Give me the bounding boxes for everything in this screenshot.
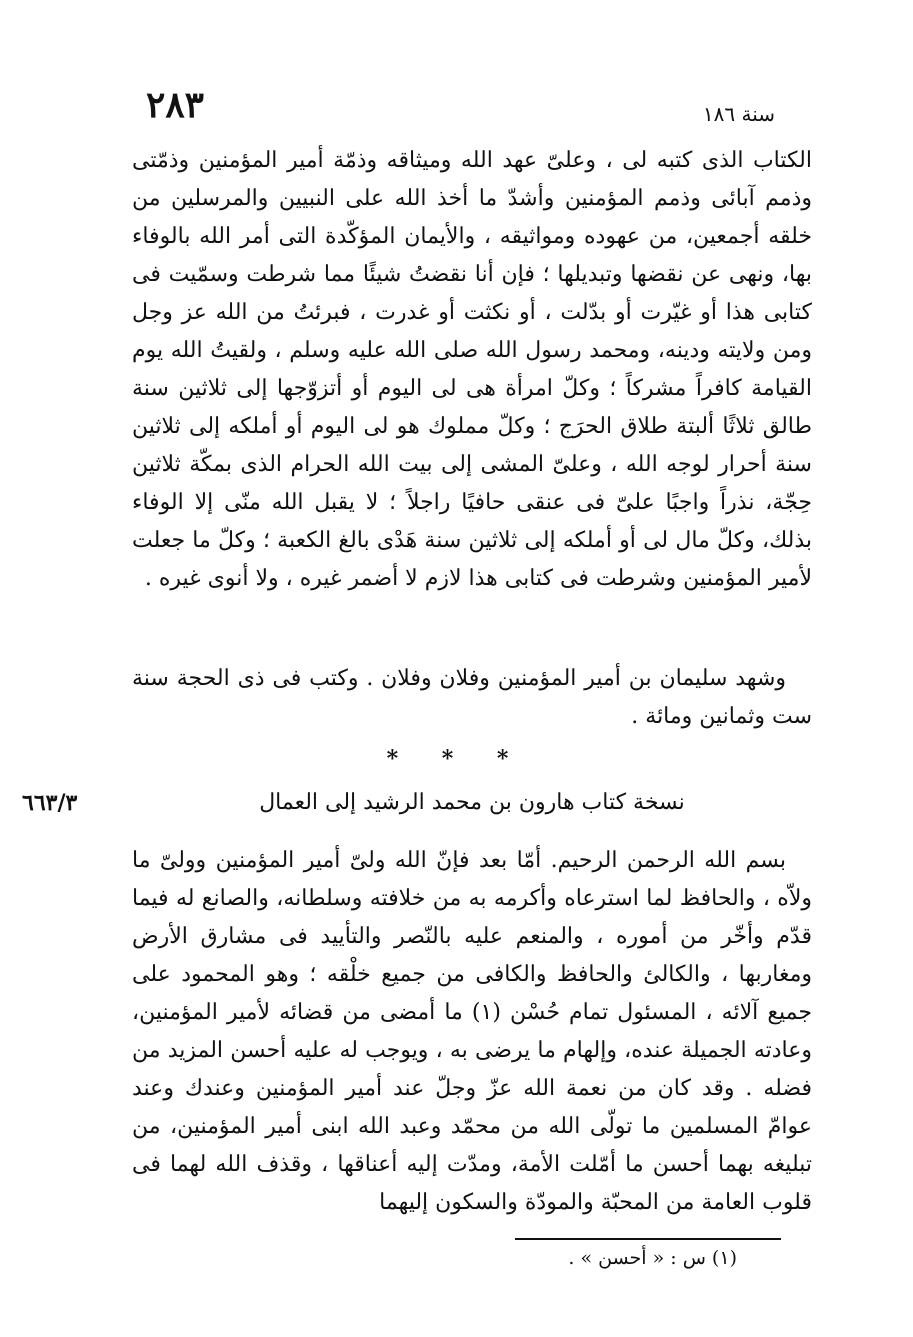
footnote: (١) س : « أحسن » .	[568, 1247, 737, 1269]
section-separator: * * *	[386, 746, 527, 772]
running-head: سنة ١٨٦	[702, 102, 775, 126]
paragraph: الكتاب الذى كتبه لى ، وعلىّ عهد الله وميثاقه وذمّة أمير المؤمنين وذمّتى وذمم آبائى وذمم المؤمنين وأشدّ ما أخذ الله على النبيين والمرسلين من خلقه أجمعين، من عهوده ومواثيقه ، والأيمان المؤكّدة التى أمر الله بالوفاء بها، ونهى عن نقضها وتبديلها ؛ فإن أنا نقضتُ شيئًا مما شرطت وسمّيت فى كتابى هذا أو غيّرت أو بدّلت ، أو نكثت أو غدرت ، فبرئتُ من الله عز وجل ومن ولايته ودينه، ومحمد رسول الله صلى الله عليه وسلم ، ولقيتُ الله يوم القيامة كافراً مشركاً ؛ وكلّ امرأة هى لى اليوم أو أتزوّجها إلى ثلاثين سنة طالق ثلاثًا ألبتة طلاق الحرَج ؛ وكلّ مملوك هو لى اليوم أو أملكه إلى ثلاثين سنة أحرار لوجه الله ، وعلىّ المشى إلى بيت الله الحرام الذى بمكّة ثلاثين حِجّة، نذراً واجبًا علىّ فى عنقى حافيًا راجلاً ؛ لا يقبل الله منّى إلا الوفاء بذلك، وكلّ مال لى أو أملكه إلى ثلاثين سنة هَدْى بالغ الكعبة ؛ وكلّ ما جعلت لأمير المؤمنين وشرطت فى كتابى هذا لازم لا أضمر غيره ، ولا أنوى غيره .	[132, 148, 812, 591]
page-number: ٢٨٣	[146, 84, 205, 126]
marginal-reference: ٦٦٣/٣	[22, 790, 78, 816]
paragraph: بسم الله الرحمن الرحيم. أمّا بعد فإنّ الله ولىّ أمير المؤمنين وولىّ ما ولاّه ، والحافظ لما استرعاه وأكرمه به من خلافته وسلطانه، والصانع له فيما قدّم وأخّر من أموره ، والمنعم عليه بالنّصر والتأييد فى مشارق الأرض ومغاربها ، والكالئ والحافظ والكافى من جميع خلْقه ؛ وهو المحمود على جميع آلائه ، المسئول تمام حُسْن (١) ما أمضى من قضائه لأمير المؤمنين، وعادته الجميلة عنده، وإلهام ما يرضى به ، ويوجب له عليه أحسن المزيد من فضله . وقد كان من نعمة الله عزّ وجلّ عند أمير المؤمنين وعندك وعند عوامّ المسلمين ما تولّى الله من محمّد وعبد الله ابنى أمير المؤمنين، من تبليغه بهما أحسن ما أمّلت الأمة، ومدّت إليه أعناقها ، وقذف الله لهما فى قلوب العامة من المحبّة والمودّة والسكون إليهما	[132, 848, 812, 1215]
footnote-divider	[515, 1238, 781, 1240]
section-title: نسخة كتاب هارون بن محمد الرشيد إلى العمال	[259, 790, 685, 815]
body-text-block	[132, 142, 812, 598]
paragraph: وشهد سليمان بن أمير المؤمنين وفلان وفلان . وكتب فى ذى الحجة سنة ست وثمانين ومائة .	[132, 666, 812, 729]
witness-paragraph-block	[132, 660, 812, 736]
letter-text-block	[132, 842, 812, 1222]
